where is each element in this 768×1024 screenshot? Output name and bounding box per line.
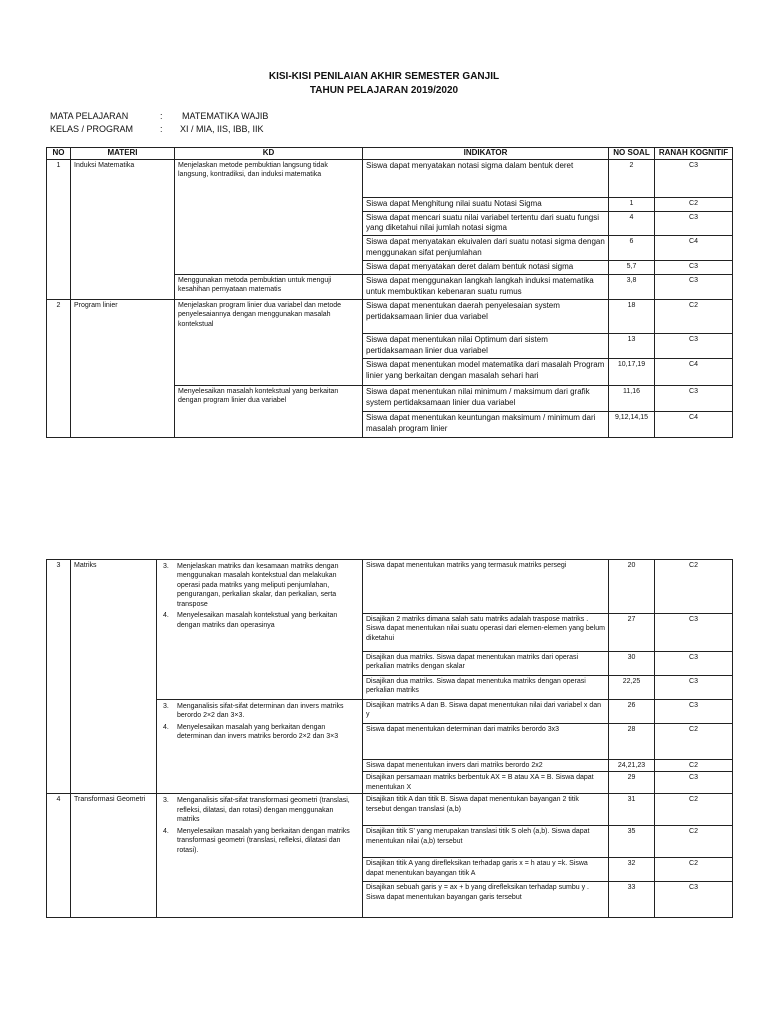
document-subtitle: TAHUN PELAJARAN 2019/2020: [309, 85, 459, 96]
row-ranah: C3: [655, 614, 733, 652]
row-materi: Matriks: [71, 560, 157, 794]
grid-table-page2: [46, 559, 733, 918]
kd-item-number: 4.: [163, 827, 169, 835]
row-ranah: C2: [655, 826, 733, 858]
row-materi: Transformasi Geometri: [71, 794, 157, 918]
row-ranah: C2: [655, 724, 733, 760]
subject-value: MATEMATIKA WAJIB: [182, 111, 269, 121]
row-indikator: Siswa dapat menentukan keuntungan maksimum / minimum dari masalah program linier: [363, 411, 609, 437]
row-no: 1: [47, 159, 71, 299]
row-no-soal: 4: [609, 211, 655, 236]
row-indikator: Siswa dapat menentukan daerah penyelesaian system pertidaksamaan linier dua variabel: [363, 299, 609, 333]
row-no-soal: 3,8: [609, 274, 655, 299]
kd-item-text: Menjelaskan matriks dan kesamaan matriks dengan menggunakan masalah kontekstual dan melakukan operasi pada matriks yang meliputi penjumlahan, pengurangan, perkalian skalar, dan perkalian, serta transpose: [177, 563, 339, 608]
header-indikator: INDIKATOR: [363, 148, 609, 160]
row-kd: Menjelaskan program linier dua variabel dan metode penyelesaiannya dengan menggunakan masalah kontekstual: [175, 299, 363, 385]
kd-item-text: Menyelesaikan masalah yang berkaitan dengan determinan dan invers matriks berordo 2×2 dan 3×3: [177, 723, 339, 741]
row-ranah: C2: [655, 560, 733, 614]
row-ranah: C3: [655, 385, 733, 411]
row-ranah: C3: [655, 211, 733, 236]
header-no: NO: [47, 148, 71, 160]
row-indikator: Siswa dapat menentukan matriks yang termasuk matriks persegi: [363, 560, 609, 614]
row-no-soal: 9,12,14,15: [609, 411, 655, 437]
row-indikator: Siswa dapat menyatakan notasi sigma dalam bentuk deret: [363, 159, 609, 197]
row-indikator: Disajikan dua matriks. Siswa dapat menentuka matriks dengan operasi perkalian matriks: [363, 676, 609, 700]
kd-item: [160, 826, 359, 856]
row-ranah: C4: [655, 358, 733, 385]
row-ranah: C3: [655, 772, 733, 794]
row-ranah: C2: [655, 197, 733, 211]
table-row: [47, 794, 733, 826]
kd-item-text: Menyelesaikan masalah kontekstual yang berkaitan dengan matriks dan operasinya: [177, 612, 338, 629]
row-no: 3: [47, 560, 71, 794]
subject-label: MATA PELAJARAN: [50, 111, 129, 121]
subject-separator: :: [160, 111, 163, 121]
row-no-soal: 22,25: [609, 676, 655, 700]
kd-item: [160, 701, 359, 722]
row-no-soal: 6: [609, 236, 655, 261]
row-no-soal: 29: [609, 772, 655, 794]
row-no-soal: 32: [609, 858, 655, 882]
header-kd: KD: [175, 148, 363, 160]
kd-item-text: Menyelesaikan masalah yang berkaitan dengan matriks transformasi geometri (translasi, refleksi, dilatasi dan rotasi).: [177, 827, 350, 854]
row-ranah: C3: [655, 676, 733, 700]
row-indikator: Siswa dapat mencari suatu nilai variabel tertentu dari suatu fungsi yang diketahui nilai jumlah notasi sigma: [363, 211, 609, 236]
row-ranah: C2: [655, 760, 733, 772]
kd-item-number: 3.: [163, 563, 169, 570]
row-no-soal: 10,17,19: [609, 358, 655, 385]
row-no-soal: 28: [609, 724, 655, 760]
row-indikator: Siswa dapat menentukan nilai minimum / maksimum dari grafik system pertidaksamaan linier dua variabel: [363, 385, 609, 411]
kd-item: [160, 610, 359, 631]
kd-item: [160, 722, 359, 743]
row-no-soal: 18: [609, 299, 655, 333]
row-no-soal: 2: [609, 159, 655, 197]
kd-item: [160, 795, 359, 825]
row-ranah: C3: [655, 652, 733, 676]
row-ranah: C4: [655, 236, 733, 261]
row-indikator: Siswa dapat Menghitung nilai suatu Notasi Sigma: [363, 197, 609, 211]
row-no-soal: 30: [609, 652, 655, 676]
row-no-soal: 35: [609, 826, 655, 858]
class-label: KELAS / PROGRAM: [50, 124, 134, 134]
row-indikator: Siswa dapat menentukan model matematika dari masalah Program linier yang berkaitan dengan masalah sehari hari: [363, 358, 609, 385]
row-indikator: Siswa dapat menyatakan ekuivalen dari suatu notasi sigma dengan menggunakan sifat penjumlahan: [363, 236, 609, 261]
row-no-soal: 33: [609, 882, 655, 918]
row-indikator: Disajikan dua matriks. Siswa dapat menentukan matriks dari operasi perkalian matriks dengan skalar: [363, 652, 609, 676]
kd-item-number: 3.: [163, 797, 169, 805]
row-ranah: C3: [655, 882, 733, 918]
row-no: 4: [47, 794, 71, 918]
row-indikator: Siswa dapat menentukan nilai Optimum dari sistem pertidaksamaan linier dua variabel: [363, 333, 609, 358]
row-ranah: C2: [655, 299, 733, 333]
header-materi: MATERI: [71, 148, 175, 160]
document-title: KISI-KISI PENILAIAN AKHIR SEMESTER GANJIL: [268, 71, 500, 82]
header-no-soal: NO SOAL: [609, 148, 655, 160]
row-ranah: C3: [655, 333, 733, 358]
table-row: [47, 299, 733, 333]
class-separator: :: [160, 124, 163, 134]
row-no-soal: 24,21,23: [609, 760, 655, 772]
row-indikator: Disajikan titik A dan titik B. Siswa dapat menentukan bayangan 2 titik tersebut dengan translasi (a,b): [363, 794, 609, 826]
row-indikator: Siswa dapat menggunakan langkah langkah induksi matematika untuk membuktikan kebenaran suatu rumus: [363, 274, 609, 299]
kd-item: [160, 561, 359, 610]
row-kd: Menyelesaikan masalah kontekstual yang berkaitan dengan program linier dua variabel: [175, 385, 363, 437]
class-value: XI / MIA, IIS, IBB, IIK: [180, 124, 264, 134]
row-ranah: C3: [655, 274, 733, 299]
row-ranah: C3: [655, 159, 733, 197]
row-indikator: Disajikan titik A yang direfleksikan terhadap garis x = h atau y =k. Siswa dapat menentukan bayangan titik A: [363, 858, 609, 882]
row-no-soal: 13: [609, 333, 655, 358]
kd-item-number: 4.: [163, 612, 169, 620]
row-indikator: Disajikan titik S' yang merupakan translasi titik S oleh (a,b). Siswa dapat menentukan nilai (a,b) tersebut: [363, 826, 609, 858]
row-indikator: Siswa dapat menentukan invers dari matriks berordo 2x2: [363, 760, 609, 772]
row-kd: [157, 560, 363, 700]
row-no: 2: [47, 299, 71, 437]
row-kd: [157, 700, 363, 794]
row-ranah: C4: [655, 411, 733, 437]
row-no-soal: 27: [609, 614, 655, 652]
row-no-soal: 5,7: [609, 261, 655, 275]
row-kd: Menggunakan metoda pembuktian untuk menguji kesahihan pernyataan matematis: [175, 274, 363, 299]
row-kd: Menjelaskan metode pembuktian langsung tidak langsung, kontradiksi, dan induksi matematika: [175, 159, 363, 274]
row-no-soal: 1: [609, 197, 655, 211]
row-no-soal: 20: [609, 560, 655, 614]
header-ranah: RANAH KOGNITIF: [655, 148, 733, 160]
row-indikator: Disajikan persamaan matriks berbentuk AX = B atau XA = B. Siswa dapat menentukan X: [363, 772, 609, 794]
row-indikator: Disajikan matriks A dan B. Siswa dapat menentukan nilai dari variabel x dan y: [363, 700, 609, 724]
row-no-soal: 26: [609, 700, 655, 724]
kd-item-text: Menganalisis sifat-sifat transformasi geometri (translasi, refleksi, dilatasi, dan rotasi) dengan menggunakan matriks: [177, 797, 350, 824]
row-ranah: C2: [655, 858, 733, 882]
row-materi: Program linier: [71, 299, 175, 437]
kd-item-number: 4.: [163, 723, 169, 731]
kd-item-text: Menganalisis sifat-sifat determinan dan invers matriks berordo 2×2 dan 3×3.: [177, 703, 344, 720]
row-ranah: C3: [655, 261, 733, 275]
row-no-soal: 31: [609, 794, 655, 826]
row-indikator: Disajikan 2 matriks dimana salah satu matriks adalah traspose matriks . Siswa dapat menentukan nilai suatu operasi dari elemen-elemen yang belum diketahui: [363, 614, 609, 652]
row-ranah: C3: [655, 700, 733, 724]
row-ranah: C2: [655, 794, 733, 826]
row-indikator: Siswa dapat menyatakan deret dalam bentuk notasi sigma: [363, 261, 609, 275]
row-kd: [157, 794, 363, 918]
kd-item-number: 3.: [163, 703, 169, 710]
row-materi: Induksi Matematika: [71, 159, 175, 299]
row-no-soal: 11,16: [609, 385, 655, 411]
table-row: [47, 159, 733, 197]
table-row: [47, 560, 733, 614]
table-header-row: [47, 148, 733, 160]
grid-table-page1: [46, 147, 733, 438]
row-indikator: Disajikan sebuah garis y = ax + b yang direfleksikan terhadap sumbu y . Siswa dapat menentukan bayangan garis tersebut: [363, 882, 609, 918]
row-indikator: Siswa dapat menentukan determinan dari matriks berordo 3x3: [363, 724, 609, 760]
